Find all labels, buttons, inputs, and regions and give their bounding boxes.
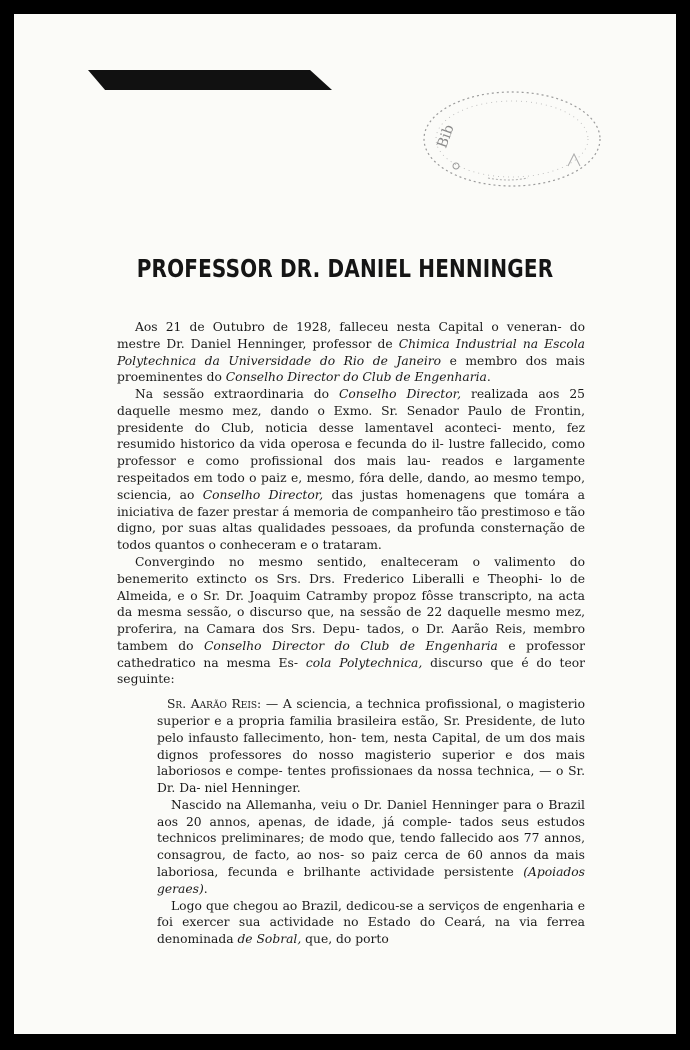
quote-paragraph-2: Nascido na Allemanha, veiu o Dr. Daniel Henninger para o Brazil aos 20 annos, apenas, de idade, já comple- tados seus estudos technicos preliminares; de modo que, tendo fallecido aos 77 annos, consagrou, de facto, ao nos- so paiz cerca de 60 annos da mais laboriosa, fecunda e brilhante actividade persistente (Apoiados geraes). (157, 797, 585, 896)
page-title: PROFESSOR DR. DANIEL HENNINGER (136, 254, 554, 283)
paragraph-3: Convergindo no mesmo sentido, enalteceram o valimento do benemerito extincto os Srs. Drs. Frederico Liberalli e Theophi- lo de Almeida, e o Sr. Dr. Joaquim Catramby propoz fôsse transcripto, na acta da mesma sessão, o discurso que, na sessão de 22 daquelle mesmo mez, proferira, na Camara dos Srs. Depu- tados, o Dr. Aarão Reis, membro tambem do Conselho Director do Club de Engenharia e professor cathedratico na mesma Es- cola Polytechnica, discurso que é do teor seguinte: (117, 554, 586, 687)
paragraph-1: Aos 21 de Outubro de 1928, falleceu nesta Capital o veneran- do mestre Dr. Daniel Henninger, professor de Chimica Industrial na Escola Polytechnica da Universidade do Rio de Janeiro e membro dos mais proeminentes do Conselho Director do Club de Engenharia. (117, 320, 585, 385)
document-page (14, 14, 676, 1034)
speaker-name: Sr. Aarão Reis: (167, 697, 262, 712)
speech-quote (157, 696, 585, 948)
paragraph-2: Na sessão extraordinaria do Conselho Director, realizada aos 25 daquelle mesmo mez, dando o Exmo. Sr. Senador Paulo de Frontin, presidente do Club, noticia desse lamentavel aconteci- mento, fez resumido historico da vida operosa e fecunda do il- lustre fallecido, como professor e como profissional dos mais lau- reados e largamente respeitados em todo o paiz e, mesmo, fóra delle, dando, ao mesmo tempo, sciencia, ao Conselho Director, das justas homenagens que tomára a iniciativa de fazer prestar á memoria de companheiro tão prestimoso e tão digno, por suas altas qualidades pessoaes, da profunda consternação de todos quantos o conheceram e o trataram. (117, 387, 585, 553)
quote-paragraph-3: Logo que chegou ao Brazil, dedicou-se a serviços de engenharia e foi exercer sua actividade no Estado do Ceará, na via ferrea denominada de Sobral, que, do porto (157, 898, 585, 947)
quote-paragraph-1: Sr. Aarão Reis: — A sciencia, a technica profissional, o magisterio superior e a propria familia brasileira estão, Sr. Presidente, de luto pelo infausto fallecimento, hon- tem, nesta Capital, de um dos mais dignos professores do nosso magisterio superior e dos mais laboriosos e compe- tentes profissionaes da nossa technica, — o Sr. Dr. Da- niel Henninger. (157, 697, 585, 796)
library-stamp (418, 86, 606, 192)
stamp-text: Bib (434, 122, 458, 151)
header-banner (88, 70, 332, 90)
article-body (117, 319, 585, 948)
